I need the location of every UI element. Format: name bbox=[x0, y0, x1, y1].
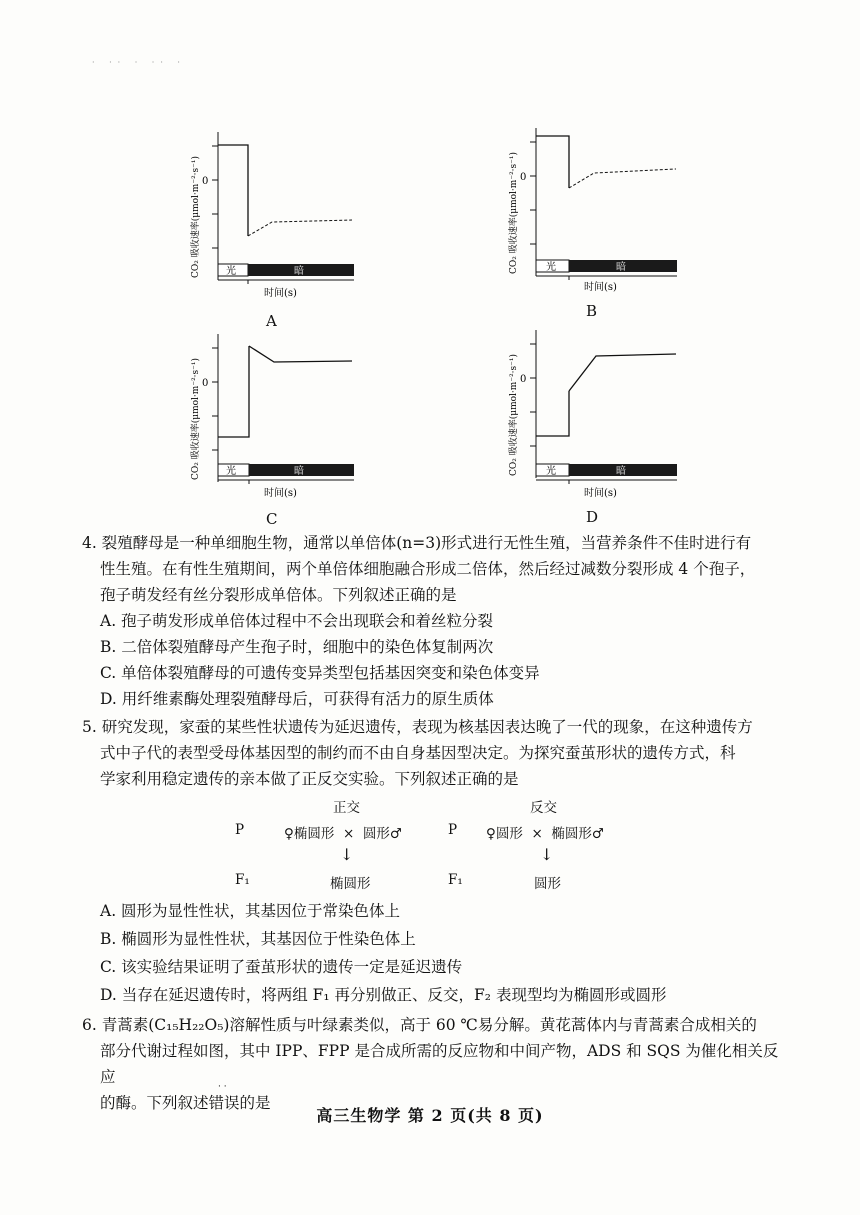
light-label: 光 bbox=[226, 266, 236, 277]
light-line bbox=[536, 136, 569, 188]
graph-d-zero: 0 bbox=[520, 374, 527, 385]
graph-a-zero: 0 bbox=[202, 176, 209, 187]
question-4-line: 4. 裂殖酵母是一种单细胞生物，通常以单倍体(n=3)形式进行无性生殖，当营养条件不佳时进行有 bbox=[82, 534, 752, 552]
question-4-option-d: D. 用纤维素酶处理裂殖酵母后，可获得有活力的原生质体 bbox=[100, 690, 494, 708]
dark-label: 暗 bbox=[294, 266, 304, 277]
graph-c-ylabel: CO₂ 吸收速率(μmol·m⁻²·s⁻¹) bbox=[191, 357, 201, 480]
dark-line bbox=[249, 346, 352, 362]
question-4-option-c: C. 单倍体裂殖酵母的可遗传变异类型包括基因突变和染色体变异 bbox=[100, 664, 540, 682]
question-5-line: 式中子代的表型受母体基因型的制约而不由自身基因型决定。为探究蚕茧形状的遗传方式，科 bbox=[100, 744, 736, 762]
reverse-cross-title: 反交 bbox=[530, 800, 557, 816]
emphasis-dots: · · bbox=[218, 1082, 227, 1092]
dark-line bbox=[248, 220, 352, 236]
graph-b-xlabel: 时间(s) bbox=[584, 282, 617, 293]
light-line bbox=[218, 346, 249, 437]
forward-f1-label: F₁ bbox=[235, 872, 250, 888]
graph-d bbox=[498, 326, 698, 526]
reverse-p-label: P bbox=[448, 822, 458, 838]
question-5-option-a: A. 圆形为显性性状，其基因位于常染色体上 bbox=[100, 902, 401, 920]
question-6-line: 6. 青蒿素(C₁₅H₂₂O₅)溶解性质与叶绿素类似，高于 60 ℃易分解。黄花蒿体内与青蒿素合成相关的 bbox=[82, 1016, 757, 1034]
question-5-option-c: C. 该实验结果证明了蚕茧形状的遗传一定是延迟遗传 bbox=[100, 958, 463, 976]
header-marks: · ·· · ·· · bbox=[92, 58, 186, 67]
graph-c-xlabel: 时间(s) bbox=[264, 488, 297, 499]
graph-a-ylabel: CO₂ 吸收速率(μmol·m⁻²·s⁻¹) bbox=[191, 155, 201, 278]
graph-d-plot bbox=[498, 326, 698, 506]
question-5-line: 学家利用稳定遗传的亲本做了正反交实验。下列叙述正确的是 bbox=[100, 770, 519, 788]
graph-c-plot bbox=[180, 330, 380, 510]
question-5-option-b: B. 椭圆形为显性性状，其基因位于性染色体上 bbox=[100, 930, 416, 948]
light-label: 光 bbox=[546, 262, 556, 273]
light-label: 光 bbox=[226, 466, 236, 477]
dark-line bbox=[569, 354, 676, 391]
forward-cross-title: 正交 bbox=[333, 800, 360, 816]
light-line bbox=[218, 145, 248, 236]
reverse-parents: ♀圆形 × 椭圆形♂ bbox=[486, 826, 604, 842]
graph-d-xlabel: 时间(s) bbox=[584, 488, 617, 499]
dark-label: 暗 bbox=[616, 466, 626, 477]
graph-d-letter: D bbox=[586, 508, 599, 526]
question-6-line: 的酶。下列叙述错误的是 bbox=[100, 1094, 271, 1112]
dark-label: 暗 bbox=[616, 262, 626, 273]
question-4-option-a: A. 孢子萌发形成单倍体过程中不会出现联会和着丝粒分裂 bbox=[100, 612, 494, 630]
graph-b-zero: 0 bbox=[520, 172, 527, 183]
dark-line bbox=[569, 169, 676, 188]
question-6-stem bbox=[82, 1012, 788, 1116]
question-4-line: 性生殖。在有性生殖期间，两个单倍体细胞融合形成二倍体，然后经过减数分裂形成 4 个孢子， bbox=[100, 560, 756, 578]
graph-c-letter: C bbox=[266, 510, 278, 528]
reverse-f1-label: F₁ bbox=[448, 872, 463, 888]
graph-b-plot bbox=[498, 124, 698, 304]
reverse-f1-result: 圆形 bbox=[534, 876, 561, 892]
graph-d-ylabel: CO₂ 吸收速率(μmol·m⁻²·s⁻¹) bbox=[509, 353, 519, 476]
question-4-option-b: B. 二倍体裂殖酵母产生孢子时，细胞中的染色体复制两次 bbox=[100, 638, 494, 656]
page-footer: 高三生物学 第 2 页(共 8 页) bbox=[316, 1106, 544, 1125]
graph-b-ylabel: CO₂ 吸收速率(μmol·m⁻²·s⁻¹) bbox=[509, 151, 519, 274]
graph-b bbox=[498, 124, 698, 320]
reverse-arrow: ↓ bbox=[540, 845, 554, 864]
forward-f1-result: 椭圆形 bbox=[330, 876, 371, 892]
graph-a-xlabel: 时间(s) bbox=[264, 288, 297, 299]
question-6-line: 部分代谢过程如图，其中 IPP、FPP 是合成所需的反应物和中间产物，ADS 和 SQS 为催化相关反应 bbox=[100, 1042, 779, 1086]
graph-c bbox=[180, 330, 380, 528]
light-line bbox=[536, 391, 569, 436]
light-label: 光 bbox=[546, 466, 556, 477]
forward-p-label: P bbox=[235, 822, 245, 838]
graph-a bbox=[180, 128, 380, 330]
graph-b-letter: B bbox=[586, 302, 598, 320]
forward-arrow: ↓ bbox=[340, 845, 354, 864]
question-4-line: 孢子萌发经有丝分裂形成单倍体。下列叙述正确的是 bbox=[100, 586, 457, 604]
question-5-option-d: D. 当存在延迟遗传时，将两组 F₁ 再分别做正、反交，F₂ 表现型均为椭圆形或圆形 bbox=[100, 986, 667, 1004]
question-5-line: 5. 研究发现，家蚕的某些性状遗传为延迟遗传，表现为核基因表达晚了一代的现象，在这种遗传方 bbox=[82, 718, 753, 736]
graph-a-plot bbox=[180, 128, 380, 308]
forward-parents: ♀椭圆形 × 圆形♂ bbox=[284, 826, 402, 842]
graph-c-zero: 0 bbox=[202, 378, 209, 389]
question-4-stem bbox=[82, 530, 788, 608]
graph-a-letter: A bbox=[266, 312, 277, 330]
question-5-stem bbox=[82, 714, 788, 792]
dark-label: 暗 bbox=[294, 466, 304, 477]
